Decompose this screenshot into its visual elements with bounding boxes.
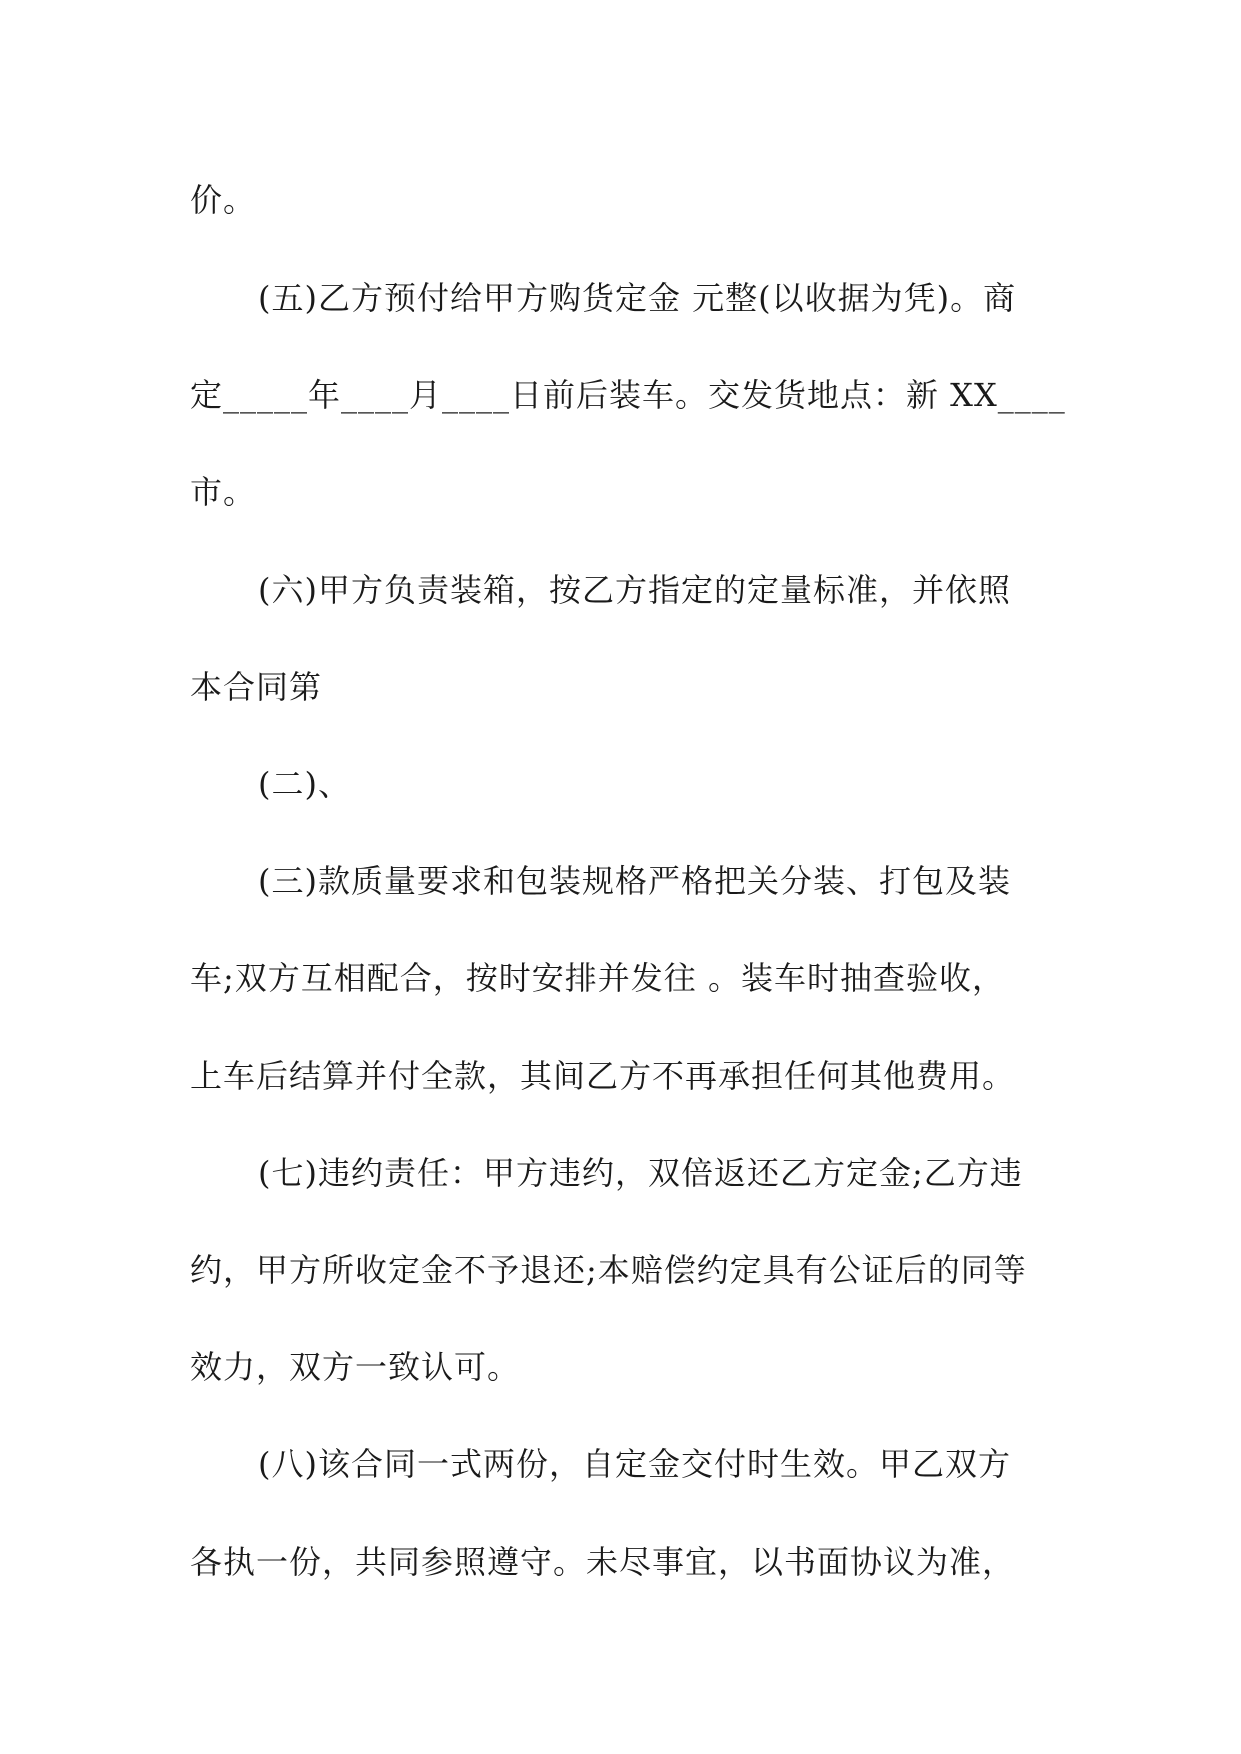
text-line: 车;双方互相配合，按时安排并发往 。装车时抽查验收， bbox=[190, 959, 1005, 997]
text-line: (二)、 bbox=[258, 765, 351, 803]
text-line: 本合同第 bbox=[190, 668, 323, 706]
text-line: 约，甲方所收定金不予退还;本赔偿约定具有公证后的同等 bbox=[190, 1251, 1027, 1289]
text-line: 效力，双方一致认可。 bbox=[190, 1348, 521, 1386]
text-line: (五)乙方预付给甲方购货定金 元整(以收据为凭)。商 bbox=[258, 279, 1017, 317]
text-line: (三)款质量要求和包装规格严格把关分装、打包及装 bbox=[258, 862, 1011, 900]
text-line: 市。 bbox=[190, 473, 257, 511]
text-line: 各执一份，共同参照遵守。未尽事宜，以书面协议为准， bbox=[190, 1543, 1016, 1581]
text-line: (七)违约责任：甲方违约，双倍返还乙方定金;乙方违 bbox=[258, 1154, 1023, 1192]
text-line: 价。 bbox=[190, 181, 257, 219]
text-line: (八)该合同一式两份，自定金交付时生效。甲乙双方 bbox=[258, 1445, 1011, 1483]
text-line: 上车后结算并付全款，其间乙方不再承担任何其他费用。 bbox=[190, 1057, 1016, 1095]
text-line: (六)甲方负责装箱，按乙方指定的定量标准，并依照 bbox=[258, 571, 1011, 609]
text-line: 定_____年____月____日前后装车。交发货地点：新 XX____ bbox=[190, 376, 1066, 414]
